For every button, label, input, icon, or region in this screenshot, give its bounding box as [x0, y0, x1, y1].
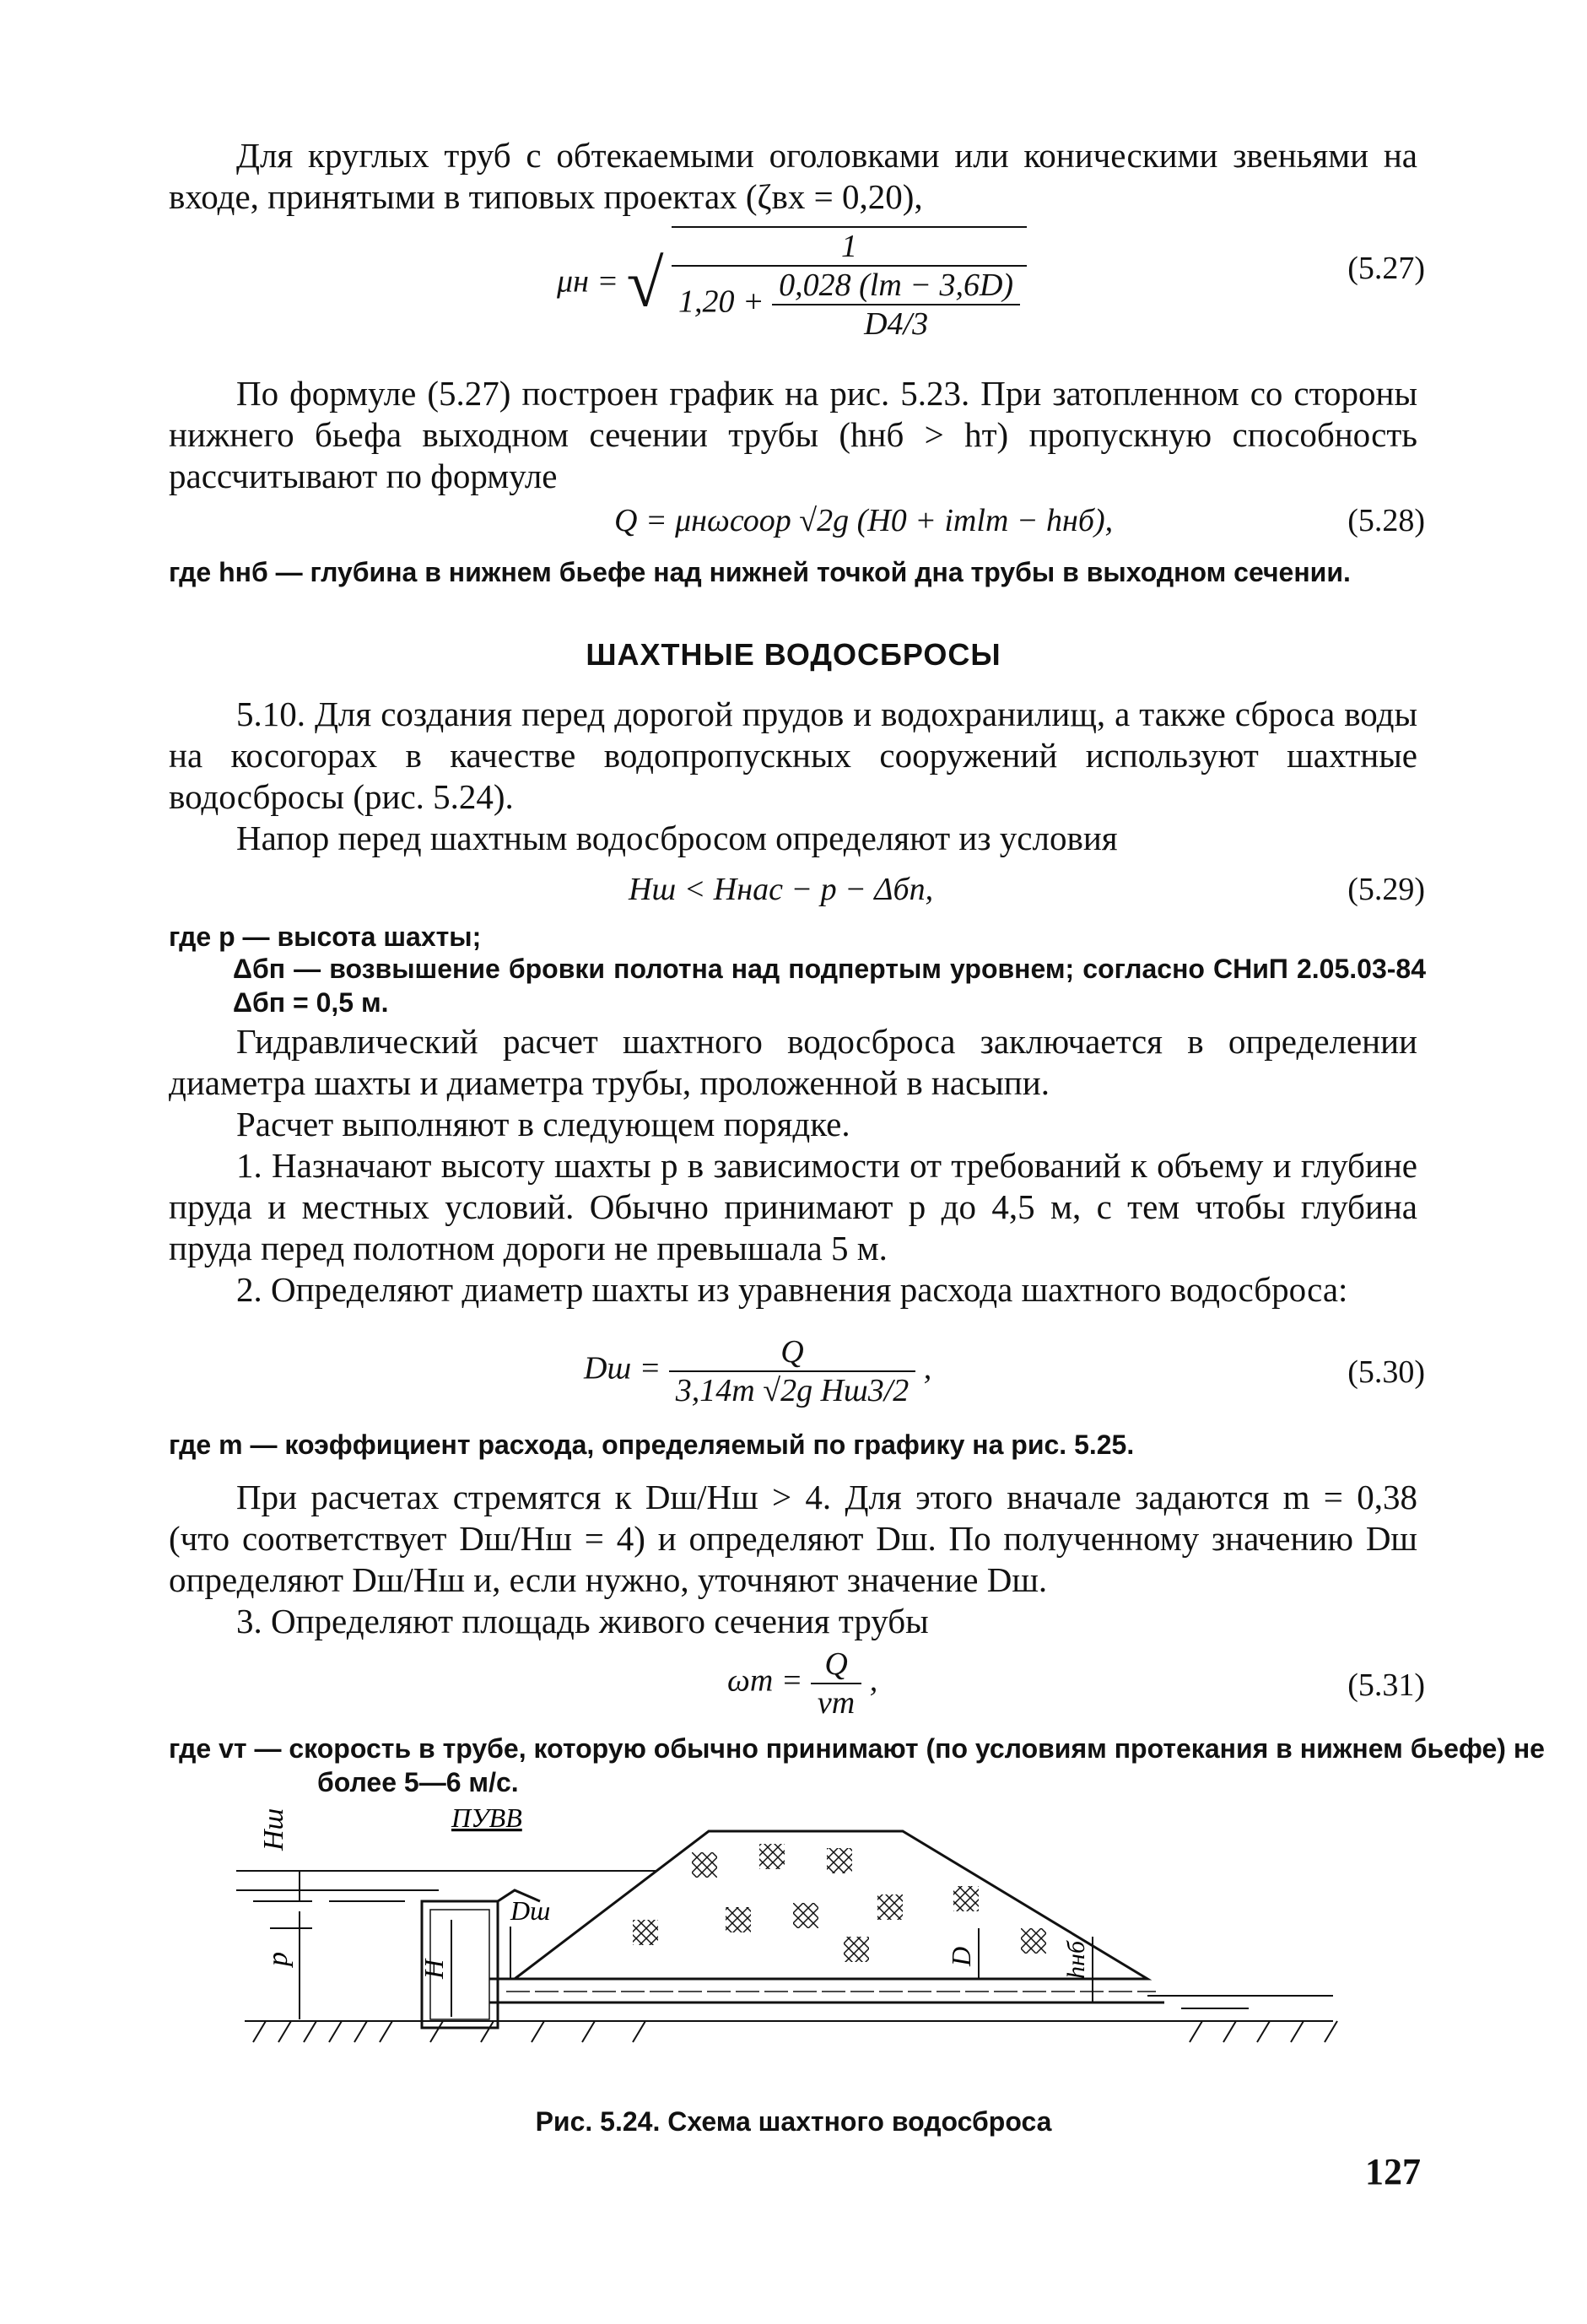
label-hsh: Hш	[258, 1808, 289, 1851]
ground-hatch	[245, 2021, 1337, 2042]
sqrt-sign: √	[626, 246, 664, 322]
formula-5-30-tail: ,	[923, 1350, 932, 1386]
label-p: p	[262, 1952, 294, 1966]
paragraph-head: Напор перед шахтным водосбросом определяют из условия	[236, 819, 1118, 857]
pipe	[489, 1979, 1164, 2002]
downstream-water	[1147, 1996, 1333, 2008]
formula-5-27-fraction	[672, 226, 1027, 343]
label-dsh: Dш	[510, 1895, 551, 1926]
paragraph-order: Расчет выполняют в следующем порядке.	[236, 1105, 850, 1143]
paragraph-5-10: 5.10. Для создания перед дорогой прудов и водохранилищ, а также сброса воды на косогорах в качестве водопропускных сооружений используют шахтные водосбросы (рис. 5.24).	[169, 694, 1417, 816]
formula-5-31	[727, 1646, 877, 1721]
paragraph-ratio: При расчетах стремятся к Dш/Hш > 4. Для этого вначале задаются m = 0,38 (что соответствует Dш/Hш = 4) и определяют Dш. По полученному значению Dш определяют Dш/Hш и, если нужно, уточняют значение Dш.	[169, 1478, 1417, 1599]
section-heading: ШАХТНЫЕ ВОДОСБРОСЫ	[586, 637, 1001, 672]
paragraph-graph: По формуле (5.27) построен график на рис. 5.23. При затопленном со стороны нижнего бьефа выходном сечении трубы (hнб > hт) пропускную способность рассчитывают по формуле	[169, 374, 1417, 495]
formula-5-31-denominator: vт	[817, 1685, 856, 1721]
formula-5-31-tail: ,	[869, 1662, 878, 1699]
label-puvv: ПУВВ	[451, 1802, 522, 1833]
label-d: D	[946, 1946, 976, 1966]
note-m: где m — коэффициент расхода, определяемый по графику на рис. 5.25.	[169, 1430, 1135, 1460]
paragraph-hydraulic: Гидравлический расчет шахтного водосброса заключается в определении диаметра шахты и диаметра трубы, проложенной в насыпи.	[169, 1022, 1417, 1102]
shaft-spillway-diagram	[236, 1802, 1367, 2089]
formula-5-27-lhs: μн =	[557, 263, 619, 300]
formula-5-28: Q = μнωсоор √2g (H0 + iтlт − hнб),	[614, 503, 1114, 538]
eq-number-5-27: (5.27)	[1347, 251, 1425, 286]
formula-5-30-denominator: 3,14m √2g Hш3/2	[675, 1373, 910, 1408]
formula-5-27-numerator: 1	[672, 228, 1027, 267]
eq-number-5-31: (5.31)	[1347, 1667, 1425, 1703]
paragraph-round-pipes: Для круглых труб с обтекаемыми оголовками или коническими звеньями на входе, принятыми в типовых проектах (ζвх = 0,20),	[169, 136, 1417, 216]
note-p: где p — высота шахты;	[169, 921, 482, 952]
paragraph-step-1: 1. Назначают высоту шахты p в зависимости от требований к объему и глубине пруда и местных условий. Обычно принимают p до 4,5 м, с тем чтобы глубина пруда перед полотном дороги не превышала 5 м.	[169, 1146, 1417, 1267]
note-delta: Δбп — возвышение бровки полотна над подпертым уровнем; согласно СНиП 2.05.03-84 Δбп = 0,5 м.	[233, 954, 1426, 1018]
formula-5-30-numerator: Q	[669, 1333, 915, 1372]
note-hnb: где hнб — глубина в нижнем бьефе над нижней точкой дна трубы в выходном сечении.	[169, 557, 1351, 587]
formula-5-27-den-den: D4/3	[864, 306, 929, 342]
formula-5-27-den-a: 1,20 +	[677, 284, 764, 320]
paragraph-step-3: 3. Определяют площадь живого сечения трубы	[236, 1602, 929, 1640]
formula-5-31-lhs: ωт =	[727, 1662, 803, 1699]
note-vt: где vт — скорость в трубе, которую обычно принимают (по условиям протекания в нижнем бьефе) не более 5—6 м/с.	[169, 1733, 1545, 1797]
formula-5-27-den-num: 0,028 (lт − 3,6D)	[772, 267, 1020, 305]
eq-number-5-30: (5.30)	[1347, 1354, 1425, 1390]
eq-number-5-28: (5.28)	[1347, 503, 1425, 538]
formula-5-31-numerator: Q	[811, 1646, 861, 1684]
figure-caption: Рис. 5.24. Схема шахтного водосброса	[535, 2106, 1052, 2137]
page-number: 127	[1365, 2151, 1421, 2192]
formula-5-27	[557, 226, 1027, 343]
paragraph-step-2: 2. Определяют диаметр шахты из уравнения расхода шахтного водосброса:	[236, 1270, 1348, 1309]
formula-5-30	[584, 1333, 931, 1409]
formula-5-29: Hш < Hнас − p − Δбп,	[629, 872, 934, 907]
formula-5-30-lhs: Dш =	[584, 1350, 661, 1386]
label-h: H	[418, 1959, 449, 1979]
eq-number-5-29: (5.29)	[1347, 872, 1425, 907]
label-hnb: hнб	[1062, 1941, 1090, 1979]
